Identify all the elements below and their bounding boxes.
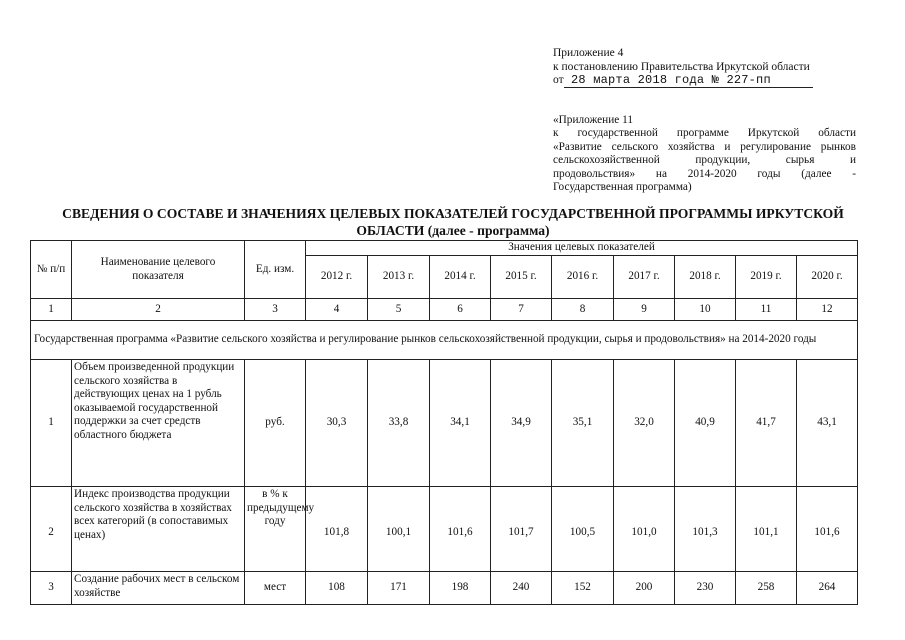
row-value: 258	[736, 572, 797, 605]
appendix4-header	[553, 47, 853, 88]
row-indicator-name: Индекс производства продукции сельского хозяйства в хозяйствах всех категорий (в сопоставимых ценах)	[72, 487, 245, 572]
header-year: 2020 г.	[797, 256, 858, 299]
appendix11-line1: «Приложение 11	[553, 114, 633, 126]
row-value: 101,3	[675, 487, 736, 572]
row-value: 152	[552, 572, 614, 605]
table-row	[31, 487, 858, 572]
appendix4-line2: к постановлению Правительства Иркутской области	[553, 60, 810, 73]
row-unit: в % к предыдущему году	[245, 487, 306, 572]
appendix4-date	[553, 74, 853, 88]
header-unit: Ед. изм.	[245, 241, 306, 299]
header-year: 2016 г.	[552, 256, 614, 299]
header-row-1	[31, 241, 858, 256]
column-number: 4	[306, 299, 368, 321]
row-unit: руб.	[245, 360, 306, 487]
appendix11-line2: к государственной программе Иркутской области	[553, 127, 856, 140]
column-number: 2	[72, 299, 245, 321]
row-value: 198	[430, 572, 491, 605]
row-value: 32,0	[614, 360, 675, 487]
row-value: 101,7	[491, 487, 552, 572]
header-year: 2019 г.	[736, 256, 797, 299]
row-value: 33,8	[368, 360, 430, 487]
row-value: 101,6	[797, 487, 858, 572]
row-value: 34,1	[430, 360, 491, 487]
column-number: 11	[736, 299, 797, 321]
column-number: 12	[797, 299, 858, 321]
column-number: 5	[368, 299, 430, 321]
row-value: 101,8	[306, 487, 368, 572]
row-value: 41,7	[736, 360, 797, 487]
appendix11-line3: «Развитие сельского хозяйства и регулирование рынков	[553, 140, 856, 153]
appendix4-date-text: 28 марта 2018 года № 227-пп	[564, 73, 813, 88]
table-row	[31, 360, 858, 487]
header-year: 2012 г.	[306, 256, 368, 299]
document-title-line2: ОБЛАСТИ (далее - программа)	[356, 222, 550, 238]
header-year: 2018 г.	[675, 256, 736, 299]
row-value: 100,5	[552, 487, 614, 572]
column-number: 1	[31, 299, 72, 321]
row-value: 43,1	[797, 360, 858, 487]
row-num: 3	[31, 572, 72, 605]
row-indicator-name: Создание рабочих мест в сельском хозяйстве	[72, 572, 245, 605]
header-year: 2014 г.	[430, 256, 491, 299]
row-num: 2	[31, 487, 72, 572]
header-year: 2015 г.	[491, 256, 552, 299]
appendix11-line5: продовольствия» на 2014-2020 годы (далее -	[553, 167, 856, 180]
row-value: 200	[614, 572, 675, 605]
row-value: 101,0	[614, 487, 675, 572]
appendix11-line4: сельскохозяйственной продукции, сырья и	[553, 154, 856, 167]
row-value: 101,6	[430, 487, 491, 572]
appendix4-date-prefix: от	[553, 74, 564, 86]
row-value: 30,3	[306, 360, 368, 487]
row-value: 34,9	[491, 360, 552, 487]
row-num: 1	[31, 360, 72, 487]
header-values-group: Значения целевых показателей	[306, 241, 858, 256]
row-value: 101,1	[736, 487, 797, 572]
row-value: 171	[368, 572, 430, 605]
row-value: 240	[491, 572, 552, 605]
header-year: 2013 г.	[368, 256, 430, 299]
column-number: 9	[614, 299, 675, 321]
column-number: 7	[491, 299, 552, 321]
row-value: 264	[797, 572, 858, 605]
column-number: 3	[245, 299, 306, 321]
appendix11-line6: Государственная программа)	[553, 181, 692, 194]
table-row	[31, 572, 858, 605]
column-number: 10	[675, 299, 736, 321]
appendix11-header	[553, 114, 856, 194]
row-indicator-name: Объем произведенной продукции сельского хозяйства в действующих ценах на 1 рубль оказываемой государственной поддержки за счет средств областного бюджета	[72, 360, 245, 487]
indicators-table	[30, 240, 858, 605]
row-value: 100,1	[368, 487, 430, 572]
row-value: 230	[675, 572, 736, 605]
header-name: Наименование целевого показателя	[72, 241, 245, 299]
header-num: № п/п	[31, 241, 72, 299]
row-value: 40,9	[675, 360, 736, 487]
row-value: 35,1	[552, 360, 614, 487]
section-title: Государственная программа «Развитие сельского хозяйства и регулирование рынков сельскохозяйственной продукции, сырья и продовольствия» на 2014-2020 годы	[31, 321, 858, 360]
row-value: 108	[306, 572, 368, 605]
section-row	[31, 321, 858, 360]
row-unit: мест	[245, 572, 306, 605]
column-numbering-row	[31, 299, 858, 321]
column-number: 6	[430, 299, 491, 321]
document-title-line1: СВЕДЕНИЯ О СОСТАВЕ И ЗНАЧЕНИЯХ ЦЕЛЕВЫХ ПОКАЗАТЕЛЕЙ ГОСУДАРСТВЕННОЙ ПРОГРАММЫ ИРКУТСКОЙ	[62, 206, 844, 221]
header-year: 2017 г.	[614, 256, 675, 299]
document-title	[20, 206, 886, 239]
appendix4-line1: Приложение 4	[553, 47, 624, 59]
column-number: 8	[552, 299, 614, 321]
